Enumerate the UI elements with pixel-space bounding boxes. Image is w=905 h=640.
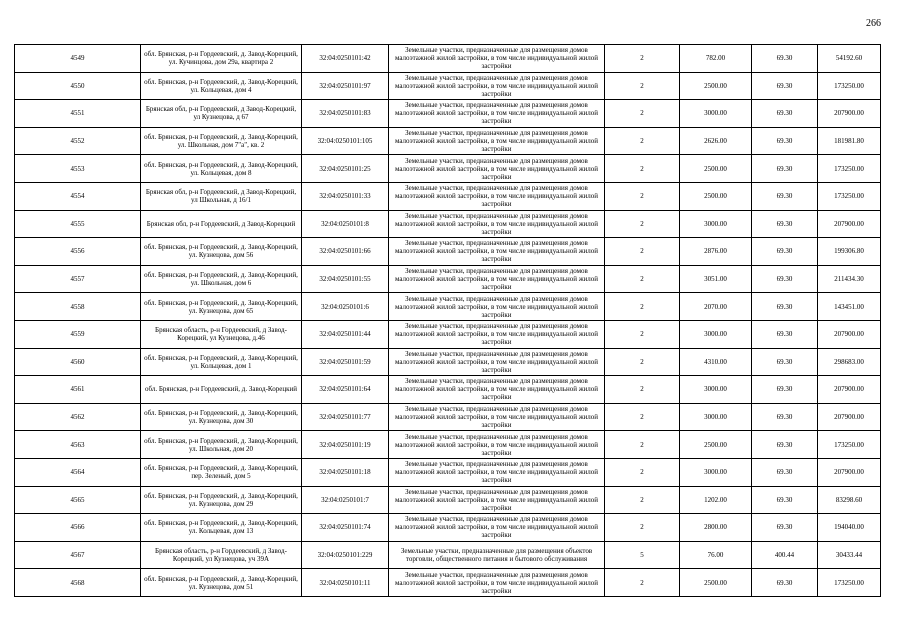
cell-cadastral-value: 54192.60 [818,45,881,73]
cell-permitted-use: Земельные участки, предназначенные для размещения домов малоэтажной жилой застройки, в том числе индивидуальной жилой застройки [389,403,605,431]
cell-group: 5 [605,541,680,569]
cell-group: 2 [605,265,680,293]
cell-address: обл. Брянская, р-н Гордеевский, д. Завод-Корецкий, ул. Кучинцова, дом 29а, квартира 2 [141,45,302,73]
cell-cadastral-value: 207900.00 [818,458,881,486]
cell-specific-value: 69.30 [752,458,818,486]
cell-permitted-use: Земельные участки, предназначенные для размещения домов малоэтажной жилой застройки, в том числе индивидуальной жилой застройки [389,238,605,266]
cell-cadastral-number: 32:04:0250101:33 [302,182,389,210]
cell-cadastral-number: 32:04:0250101:97 [302,72,389,100]
cell-address: обл. Брянская, р-н Гордеевский, д. Завод-Корецкий, ул. Кузнецова, дом 56 [141,238,302,266]
table-row [15,458,881,486]
cell-area: 2800.00 [680,514,752,542]
cell-address: обл. Брянская, р-н Гордеевский, д. Завод-Корецкий, ул. Кольцевая, дом 1 [141,348,302,376]
table-row [15,514,881,542]
cell-group: 2 [605,431,680,459]
cell-cadastral-value: 173250.00 [818,155,881,183]
cell-specific-value: 69.30 [752,376,818,404]
cell-permitted-use: Земельные участки, предназначенные для размещения домов малоэтажной жилой застройки, в том числе индивидуальной жилой застройки [389,45,605,73]
cell-group: 2 [605,210,680,238]
cell-permitted-use: Земельные участки, предназначенные для размещения домов малоэтажной жилой застройки, в том числе индивидуальной жилой застройки [389,376,605,404]
cell-specific-value: 69.30 [752,348,818,376]
cell-cadastral-number: 32:04:0250101:18 [302,458,389,486]
cell-cadastral-value: 207900.00 [818,210,881,238]
cell-row-number: 4555 [15,210,141,238]
table-row [15,210,881,238]
table-row [15,155,881,183]
cell-address: обл. Брянская, р-н Гордеевский, д. Завод-Корецкий [141,376,302,404]
cell-cadastral-value: 207900.00 [818,320,881,348]
cell-group: 2 [605,238,680,266]
table-row [15,541,881,569]
cell-permitted-use: Земельные участки, предназначенные для размещения домов малоэтажной жилой застройки, в том числе индивидуальной жилой застройки [389,100,605,128]
cell-group: 2 [605,376,680,404]
cell-permitted-use: Земельные участки, предназначенные для размещения домов малоэтажной жилой застройки, в том числе индивидуальной жилой застройки [389,293,605,321]
cell-area: 2626.00 [680,127,752,155]
cell-area: 2500.00 [680,431,752,459]
cell-row-number: 4558 [15,293,141,321]
cell-cadastral-value: 207900.00 [818,100,881,128]
cell-specific-value: 69.30 [752,182,818,210]
cell-specific-value: 69.30 [752,265,818,293]
cell-permitted-use: Земельные участки, предназначенные для размещения домов малоэтажной жилой застройки, в том числе индивидуальной жилой застройки [389,431,605,459]
table-row [15,127,881,155]
table-row [15,100,881,128]
cell-specific-value: 69.30 [752,72,818,100]
cell-row-number: 4566 [15,514,141,542]
cell-cadastral-number: 32:04:0250101:229 [302,541,389,569]
cell-row-number: 4563 [15,431,141,459]
cell-address: обл. Брянская, р-н Гордеевский, д. Завод-Корецкий, ул. Школьная, дом 20 [141,431,302,459]
cell-cadastral-value: 207900.00 [818,403,881,431]
cadastral-value-table [14,44,881,597]
table-row [15,182,881,210]
cell-area: 3000.00 [680,458,752,486]
cell-permitted-use: Земельные участки, предназначенные для размещения домов малоэтажной жилой застройки, в том числе индивидуальной жилой застройки [389,348,605,376]
cell-group: 2 [605,100,680,128]
cell-cadastral-value: 30433.44 [818,541,881,569]
table-row [15,293,881,321]
cell-area: 2500.00 [680,72,752,100]
cell-cadastral-number: 32:04:0250101:7 [302,486,389,514]
cell-cadastral-value: 199306.80 [818,238,881,266]
cell-address: обл. Брянская, р-н Гордеевский, д. Завод-Корецкий, ул. Школьная, дом 7"а", кв. 2 [141,127,302,155]
cell-cadastral-number: 32:04:0250101:74 [302,514,389,542]
table-row [15,569,881,597]
cell-cadastral-value: 181981.80 [818,127,881,155]
cell-area: 3000.00 [680,320,752,348]
cell-address: обл. Брянская, р-н Гордеевский, д. Завод-Корецкий, ул. Кузнецова, дом 30 [141,403,302,431]
cell-permitted-use: Земельные участки, предназначенные для размещения домов малоэтажной жилой застройки, в том числе индивидуальной жилой застройки [389,210,605,238]
cell-cadastral-value: 211434.30 [818,265,881,293]
cell-address: обл. Брянская, р-н Гордеевский, д. Завод-Корецкий, ул. Кузнецова, дом 51 [141,569,302,597]
cell-cadastral-value: 298683.00 [818,348,881,376]
table-body [15,45,881,597]
cell-row-number: 4557 [15,265,141,293]
cell-group: 2 [605,486,680,514]
cell-permitted-use: Земельные участки, предназначенные для размещения домов малоэтажной жилой застройки, в том числе индивидуальной жилой застройки [389,458,605,486]
cell-area: 3000.00 [680,376,752,404]
cell-address: Брянская область, р-н Гордеевский, д Завод-Корецкий, ул Кузнецова, д.46 [141,320,302,348]
cell-row-number: 4553 [15,155,141,183]
cell-row-number: 4550 [15,72,141,100]
cell-cadastral-number: 32:04:0250101:77 [302,403,389,431]
table-row [15,45,881,73]
cell-specific-value: 69.30 [752,238,818,266]
cell-permitted-use: Земельные участки, предназначенные для размещения домов малоэтажной жилой застройки, в том числе индивидуальной жилой застройки [389,155,605,183]
cell-area: 2500.00 [680,569,752,597]
cell-cadastral-number: 32:04:0250101:25 [302,155,389,183]
cell-specific-value: 69.30 [752,45,818,73]
cell-area: 2876.00 [680,238,752,266]
cell-specific-value: 69.30 [752,127,818,155]
cell-group: 2 [605,45,680,73]
cell-permitted-use: Земельные участки, предназначенные для размещения домов малоэтажной жилой застройки, в том числе индивидуальной жилой застройки [389,569,605,597]
cell-group: 2 [605,127,680,155]
cell-area: 3051.00 [680,265,752,293]
cell-area: 3000.00 [680,210,752,238]
cell-group: 2 [605,514,680,542]
cell-permitted-use: Земельные участки, предназначенные для размещения домов малоэтажной жилой застройки, в том числе индивидуальной жилой застройки [389,265,605,293]
cell-group: 2 [605,155,680,183]
cell-permitted-use: Земельные участки, предназначенные для размещения домов малоэтажной жилой застройки, в том числе индивидуальной жилой застройки [389,182,605,210]
cell-address: обл. Брянская, р-н Гордеевский, д. Завод-Корецкий, ул. Кольцевая, дом 13 [141,514,302,542]
cell-row-number: 4551 [15,100,141,128]
cell-specific-value: 69.30 [752,403,818,431]
table-row [15,431,881,459]
cell-group: 2 [605,348,680,376]
table-row [15,72,881,100]
cell-area: 2070.00 [680,293,752,321]
page-number: 266 [866,18,881,29]
table-row [15,486,881,514]
cell-cadastral-number: 32:04:0250101:6 [302,293,389,321]
cell-group: 2 [605,458,680,486]
cell-row-number: 4549 [15,45,141,73]
cell-row-number: 4554 [15,182,141,210]
cell-cadastral-value: 173250.00 [818,431,881,459]
cell-area: 4310.00 [680,348,752,376]
cell-cadastral-number: 32:04:0250101:64 [302,376,389,404]
cell-row-number: 4564 [15,458,141,486]
cell-specific-value: 69.30 [752,155,818,183]
cell-address: Брянская обл, р-н Гордеевский, д Завод-Корецкий, ул Школьная, д 16/1 [141,182,302,210]
cell-address: обл. Брянская, р-н Гордеевский, д. Завод-Корецкий, ул. Кольцевая, дом 8 [141,155,302,183]
cell-cadastral-value: 173250.00 [818,72,881,100]
cell-cadastral-number: 32:04:0250101:19 [302,431,389,459]
cell-cadastral-number: 32:04:0250101:59 [302,348,389,376]
cell-group: 2 [605,320,680,348]
cell-address: Брянская обл, р-н Гордеевский, д Завод-Корецкий, ул Кузнецова, д 67 [141,100,302,128]
table-row [15,376,881,404]
cell-area: 76.00 [680,541,752,569]
cell-cadastral-number: 32:04:0250101:44 [302,320,389,348]
table-row [15,403,881,431]
cell-cadastral-value: 143451.00 [818,293,881,321]
cell-cadastral-value: 83298.60 [818,486,881,514]
cell-area: 782.00 [680,45,752,73]
cell-permitted-use: Земельные участки, предназначенные для размещения объектов торговли, общественного питания и бытового обслуживания [389,541,605,569]
cell-specific-value: 69.30 [752,431,818,459]
cell-cadastral-number: 32:04:0250101:105 [302,127,389,155]
cell-area: 2500.00 [680,155,752,183]
cell-cadastral-value: 173250.00 [818,569,881,597]
cell-cadastral-number: 32:04:0250101:8 [302,210,389,238]
cell-row-number: 4568 [15,569,141,597]
cell-row-number: 4562 [15,403,141,431]
cell-specific-value: 69.30 [752,320,818,348]
cell-cadastral-number: 32:04:0250101:55 [302,265,389,293]
cell-row-number: 4565 [15,486,141,514]
cell-group: 2 [605,72,680,100]
table-row [15,348,881,376]
cell-address: Брянская обл, р-н Гордеевский, д Завод-Корецкий [141,210,302,238]
cell-permitted-use: Земельные участки, предназначенные для размещения домов малоэтажной жилой застройки, в том числе индивидуальной жилой застройки [389,127,605,155]
cell-specific-value: 69.30 [752,100,818,128]
cell-area: 3000.00 [680,403,752,431]
cell-specific-value: 400.44 [752,541,818,569]
cell-cadastral-value: 207900.00 [818,376,881,404]
cell-specific-value: 69.30 [752,210,818,238]
cell-address: Брянская область, р-н Гордеевский, д Завод-Корецкий, ул Кузнецова, уч 39А [141,541,302,569]
table-row [15,238,881,266]
cell-row-number: 4567 [15,541,141,569]
cell-group: 2 [605,569,680,597]
cell-row-number: 4560 [15,348,141,376]
cell-group: 2 [605,182,680,210]
cell-address: обл. Брянская, р-н Гордеевский, д. Завод-Корецкий, ул. Школьная, дом 6 [141,265,302,293]
cell-area: 3000.00 [680,100,752,128]
cell-row-number: 4561 [15,376,141,404]
cell-address: обл. Брянская, р-н Гордеевский, д. Завод-Корецкий, ул. Кузнецова, дом 29 [141,486,302,514]
cell-specific-value: 69.30 [752,293,818,321]
cell-row-number: 4559 [15,320,141,348]
cell-permitted-use: Земельные участки, предназначенные для размещения домов малоэтажной жилой застройки, в том числе индивидуальной жилой застройки [389,320,605,348]
cell-address: обл. Брянская, р-н Гордеевский, д. Завод-Корецкий, пер. Зеленый, дом 5 [141,458,302,486]
cell-address: обл. Брянская, р-н Гордеевский, д. Завод-Корецкий, ул. Кузнецова, дом 65 [141,293,302,321]
cell-area: 1202.00 [680,486,752,514]
cell-cadastral-value: 173250.00 [818,182,881,210]
cell-row-number: 4552 [15,127,141,155]
cell-address: обл. Брянская, р-н Гордеевский, д. Завод-Корецкий, ул. Кольцевая, дом 4 [141,72,302,100]
cell-cadastral-number: 32:04:0250101:66 [302,238,389,266]
cell-cadastral-number: 32:04:0250101:42 [302,45,389,73]
table-row [15,320,881,348]
cell-permitted-use: Земельные участки, предназначенные для размещения домов малоэтажной жилой застройки, в том числе индивидуальной жилой застройки [389,514,605,542]
cell-group: 2 [605,293,680,321]
cell-area: 2500.00 [680,182,752,210]
cell-row-number: 4556 [15,238,141,266]
cell-permitted-use: Земельные участки, предназначенные для размещения домов малоэтажной жилой застройки, в том числе индивидуальной жилой застройки [389,486,605,514]
cell-group: 2 [605,403,680,431]
cell-specific-value: 69.30 [752,486,818,514]
cell-cadastral-number: 32:04:0250101:11 [302,569,389,597]
table-row [15,265,881,293]
cell-permitted-use: Земельные участки, предназначенные для размещения домов малоэтажной жилой застройки, в том числе индивидуальной жилой застройки [389,72,605,100]
cell-specific-value: 69.30 [752,569,818,597]
cell-cadastral-value: 194040.00 [818,514,881,542]
cell-cadastral-number: 32:04:0250101:83 [302,100,389,128]
cell-specific-value: 69.30 [752,514,818,542]
